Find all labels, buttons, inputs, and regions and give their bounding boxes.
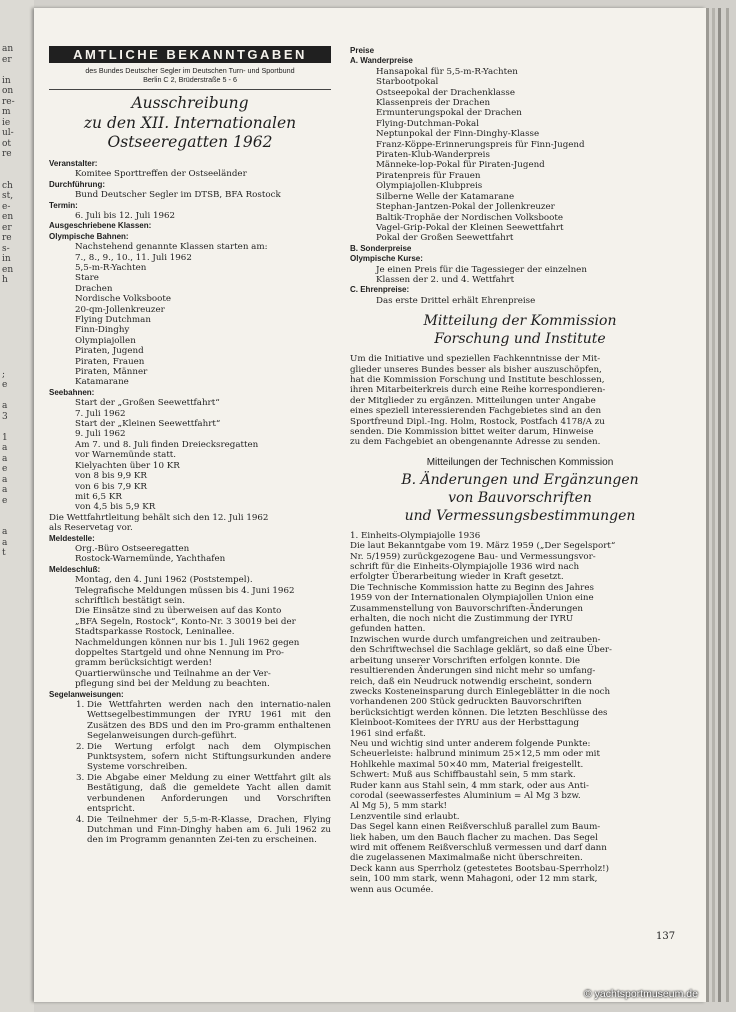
text-line: Franz-Köppe-Erinnerungspreis für Finn-Jugend [376,139,585,150]
list-item: 2. Die Wertung erfolgt nach dem Olympischen Punktsystem, sofern nicht Stiftungsurkunden andere Systeme vorschreiben. [87,742,331,773]
meldestelle-label: Meldestelle: [49,533,95,543]
list-item: 3. Die Abgabe einer Meldung zu einer Wettfahrt gilt als Bestätigung, daß die gemeldete Yacht allen damit verbundenen Anforderungen und Vorschriften entspricht. [87,773,331,815]
seebahnen-list [49,398,331,512]
text-line: ihren Mitarbeiterkreis durch eine Reihe korrespondieren- [350,385,606,396]
text-line: Hohlkehle maximal 50×40 mm, Material freigestellt. [350,759,584,770]
banner-amtliche-bekanntgaben: AMTLICHE BEKANNTGABEN [49,46,331,63]
wanderpreise-label: A. Wanderpreise [350,56,413,66]
text-line: Piraten, Männer [75,367,148,378]
text-line: Hansapokal für 5,5-m-R-Yachten [376,66,518,77]
text-line: von 8 bis 9,9 KR [75,471,147,482]
text-line: die zugelassenen Maximalmaße nicht überschreiten. [350,853,583,864]
reservetag-note [49,513,331,534]
text-line: von 4,5 bis 5,9 KR [75,502,156,513]
text-line: Quartierwünsche und Teilnahme an der Ver- [75,668,271,679]
text-line: Olympiajollen-Klubpreis [376,181,483,192]
text-line: Starbootpokal [376,77,439,88]
text-line: Org.-Büro Ostseeregatten [75,543,190,554]
veranstalter-label: Veranstalter: [49,158,98,168]
veranstalter-text: Komitee Sporttreffen der Ostseeländer [75,169,247,180]
text-line: Die Einsätze sind zu überweisen auf das Konto [75,606,282,617]
previous-page-fragment: st, [2,191,14,201]
previous-page-fragment: a [2,485,8,495]
left-column [49,46,331,846]
text-line: 1959 von der Internationalen Olympiajollen Union eine [350,593,594,604]
text-line: Stephan-Jantzen-Pokal der Jollenkreuzer [376,202,555,213]
text-line: sein, 100 mm stark, wenn Mahagoni, oder 12 mm stark, [350,874,598,885]
previous-page-fragment: an [2,44,14,54]
durchfuehrung-label: Durchführung: [49,179,105,189]
page-edge-shadow [706,8,709,1002]
text-line: Ermunterungspokal der Drachen [376,108,522,119]
ehrenpreise-text: Das erste Drittel erhält Ehrenpreise [376,295,536,306]
header-rule [49,89,331,90]
text-line: Ostseepokal der Drachenklasse [376,87,515,98]
text-line: Kleinboot-Komitees der IYRU aus der Herbsttagung [350,718,580,729]
text-line: zu dem Fachgebiet an obengenannte Adresse zu senden. [350,437,601,448]
previous-page-fragment: a [2,443,8,453]
text-line: wird mit offenem Reißverschluß vermessen und darf dann [350,843,607,853]
list-item: 4. Die Teilnehmer der 5,5-m-R-Klasse, Drachen, Flying Dutchman und Finn-Dinghy haben am 6. Juli 1962 zu den im Programm genannten Zei-ten zu erscheinen. [87,815,331,846]
text-line: Deck kann aus Sperrholz (getestetes Bootsbau-Sperrholz!) [350,863,610,874]
text-line: mit 6,5 KR [75,491,122,502]
text-line: Inzwischen wurde durch umfangreichen und zeitrauben- [350,634,601,645]
klassen-label: Ausgeschriebene Klassen: [49,221,152,231]
text-line: Stare [75,273,99,284]
meldeschluss-list [49,575,331,689]
text-line: glieder unseres Bundes besser als bisher auszuschöpfen, [350,364,602,375]
text-line: Stadtsparkasse Rostock, Leninallee. [75,627,235,638]
text-line: Schwert: Muß aus Schiffbaustahl sein, 5 mm stark. [350,770,576,781]
durchfuehrung-text: Bund Deutscher Segler im DTSB, BFA Rostock [75,190,281,201]
text-line: Drachen [75,283,113,294]
text-line: gramm berücksichtigt werden! [75,658,213,669]
text-line: Neu und wichtig sind unter anderem folgende Punkte: [350,738,591,749]
previous-page-fragment: ul- [2,128,14,138]
technische-text [350,541,690,895]
text-line: 5,5-m-R-Yachten [75,262,147,273]
text-line: Am 7. und 8. Juli finden Dreiecksregatten [75,439,259,450]
text-line: von 6 bis 7,9 KR [75,481,147,492]
previous-page-fragment: e [2,464,8,474]
text-line: gefunden hatten. [350,624,426,635]
sonderpreise-list [350,265,690,286]
previous-page-fragment: 1 [2,432,8,443]
text-line: 9. Juli 1962 [75,429,126,440]
text-line: Start der „Großen Seewettfahrt“ [75,398,220,409]
olympiajolle-subheading: 1. Einheits-Olympiajolle 1936 [350,530,481,541]
text-line: Das Segel kann einen Reißverschluß parallel zum Baum- [350,822,601,833]
list-item: 1. Die Wettfahrten werden nach den internatio-nalen Wettsegelbestimmungen der IYRU 1961 mit den Zusätzen des BDS und den im Pro-gramm enthaltenen Segelanweisungen durch-geführt. [87,700,331,742]
text-line: den Schriftwechsel die Sachlage geklärt, so daß eine Über- [350,645,612,656]
previous-page-fragment: ie [2,117,11,128]
text-line: Nachmeldungen können nur bis 1. Juli 1962 gegen [75,637,300,648]
olympische-kurse-label: Olympische Kurse: [350,254,423,264]
text-line: senden. Die Kommission bittet weiter darum, Hinweise [350,427,594,437]
meldestelle-list [49,544,331,565]
termin-text: 6. Juli bis 12. Juli 1962 [75,210,176,221]
previous-page-fragment: er [2,222,12,233]
text-line: 20-qm-Jollenkreuzer [75,304,165,315]
text-line: liek haben, um den Bauch flacher zu machen. Das Segel [350,832,598,843]
text-line: Olympiajollen [75,335,136,346]
text-line: Zusammenstellung von Bauvorschriften-Änderungen [350,603,584,614]
text-line: Neptunpokal der Finn-Dinghy-Klasse [376,129,540,140]
previous-page-fragment: in [2,75,11,86]
text-line: berücksichtigt werden können. Die letzten Beschlüsse des [350,707,608,718]
olympische-bahnen-list [49,242,331,388]
text-line: vorhandenen 200 Stück gedruckten Bauvorschriften [350,697,582,708]
publisher-address: Berlin C 2, Brüderstraße 5 - 6 [143,75,237,85]
previous-page-fragment: a [2,453,8,464]
ehrenpreise-label: C. Ehrenpreise: [350,285,410,295]
previous-page-fragment: on [2,86,14,96]
text-line: Rostock-Warnemünde, Yachthafen [75,554,226,565]
text-line: Klassen der 2. und 4. Wettfahrt [376,274,515,285]
text-line: Je einen Preis für die Tagessieger der einzelnen [376,264,587,275]
text-line: hat die Kommission Forschung und Institute beschlossen, [350,374,605,385]
text-line: Piratenpreis für Frauen [376,170,481,181]
previous-page-fragment: m [2,107,11,117]
termin-label: Termin: [49,200,78,210]
text-line: Piraten, Frauen [75,356,145,367]
text-line: Baltik-Trophäe der Nordischen Volksboote [376,212,563,223]
text-line: Piraten-Klub-Wanderpreis [376,150,490,161]
text-line: der Mitglieder zu ergänzen. Mitteilungen unter Angabe [350,395,596,406]
text-line: schrift für die Einheits-Olympiajolle 1936 wird nach [350,562,580,573]
page-edge-shadow [712,8,715,1002]
previous-page-fragment: re [2,233,12,243]
text-line: Kielyachten über 10 KR [75,460,180,471]
text-line: Lenzventile sind erlaubt. [350,811,460,822]
previous-page-fragment: re [2,149,12,159]
text-line: erfolgter Überarbeitung wieder in Kraft gesetzt. [350,572,564,583]
right-column [350,46,690,895]
kommission-title: Mitteilung der Kommission Forschung und Institute [423,313,617,348]
text-line: Flying Dutchman [75,315,151,325]
text-line: 7. Juli 1962 [75,408,126,419]
segelanweisungen-label: Segelanweisungen: [49,689,124,699]
previous-page-edge [0,0,34,1012]
kommission-text [350,354,690,448]
technische-kommission-heading: Mitteilungen der Technischen Kommission [426,456,614,468]
previous-page-fragment: re- [2,96,15,107]
text-line: Start der „Kleinen Seewettfahrt“ [75,419,221,430]
text-line: Nr. 5/1959) zurückgezogene Bau- und Vermessungsvor- [350,551,596,562]
previous-page-fragment: ; [2,369,6,380]
meldeschluss-label: Meldeschluß: [49,564,101,574]
text-line: 7., 8., 9., 10., 11. Juli 1962 [75,252,192,263]
text-line: vor Warnemünde statt. [75,450,177,461]
preise-label: Preise [350,46,375,55]
text-line: Finn-Dinghy [75,325,130,336]
text-line: Um die Initiative und speziellen Fachkenntnisse der Mit- [350,354,601,365]
previous-page-fragment: h [2,275,8,285]
text-line: Katamarane [75,377,129,388]
previous-page-fragment: s- [2,243,10,254]
previous-page-fragment: t [2,548,6,558]
publisher-line: des Bundes Deutscher Segler im Deutschen Turn- und Sportbund [85,66,295,76]
text-line: zwecks Kosteneinsparung durch Einlegeblätter in die noch [350,686,611,697]
text-line: Die laut Bekanntgabe vom 19. März 1959 („Der Segelsport“ [350,541,616,552]
text-line: Silberne Welle der Katamarane [376,191,515,202]
text-line: eines speziell interessierenden Fachgebietes sind an den [350,406,602,417]
segelanweisungen-list [49,700,331,846]
text-line: Nachstehend genannte Klassen starten am: [75,242,268,253]
text-line: arbeitung unserer Vorschriften erfolgen konnte. Die [350,655,581,666]
watermark: © yachtsportmuseum.de [584,988,698,1000]
text-line: als Reservetag vor. [49,523,133,534]
text-line: Montag, den 4. Juni 1962 (Poststempel). [75,575,253,586]
text-line: Die Wettfahrtleitung behält sich den 12. Juli 1962 [49,512,269,523]
text-line: Al Mg 5), 5 mm stark! [350,801,448,812]
text-line: Ruder kann aus Stahl sein, 4 mm stark, oder aus Anti- [350,780,589,791]
document-page [34,8,706,1002]
previous-page-fragment: en [2,264,14,275]
page-edge-shadow [726,8,729,1002]
previous-page-fragment: e [2,495,8,506]
previous-page-fragment: in [2,254,11,264]
text-line: 1961 sind erfaßt. [350,728,426,739]
page-edge-shadow [718,8,721,1002]
text-line: Pokal der Großen Seewettfahrt [376,233,514,244]
text-line: Flying-Dutchman-Pokal [376,118,479,129]
aenderungen-title: B. Änderungen und Ergänzungen von Bauvorschriften und Vermessungsbestimmungen [401,471,639,524]
text-line: Piraten, Jugend [75,346,144,357]
previous-page-fragment: er [2,54,12,65]
text-line: Männeke-lop-Pokal für Piraten-Jugend [376,160,545,171]
text-line: corodal (seewasserfestes Aluminium = Al Mg 3 bzw. [350,790,581,801]
text-line: Scheuerleiste: halbrund minimum 25×12,5 mm oder mit [350,749,600,760]
text-line: schriftlich bestätigt sein. [75,595,185,606]
previous-page-fragment: a [2,527,8,537]
previous-page-fragment: a [2,474,8,485]
text-line: erhalten, die noch nicht die Zustimmung der IYRU [350,614,574,625]
previous-page-fragment: e- [2,201,11,212]
previous-page-fragment: a [2,537,8,548]
previous-page-fragment: e [2,380,8,390]
previous-page-fragment: ot [2,138,12,149]
ausschreibung-title: Ausschreibung zu den XII. Internationalen Ostseeregatten 1962 [83,94,297,152]
text-line: reich, daß ein Neudruck notwendig erscheint, sondern [350,676,592,687]
text-line: Telegrafische Meldungen müssen bis 4. Juni 1962 [75,585,295,596]
previous-page-fragment: 3 [2,411,8,422]
seebahnen-label: Seebahnen: [49,387,95,397]
text-line: Nordische Volksboote [75,294,172,305]
page-number: 137 [656,931,676,942]
text-line: Klassenpreis der Drachen [376,98,491,109]
text-line: Sportfreund Dipl.-Ing. Holm, Rostock, Postfach 4178/A zu [350,416,605,427]
text-line: Die Technische Kommission hatte zu Beginn des Jahres [350,582,594,593]
sonderpreise-label: B. Sonderpreise [350,243,412,253]
text-line: resultierenden Änderungen sind nicht mehr so umfang- [350,666,596,677]
wanderpreise-list [350,67,690,244]
text-line: doppeltes Startgeld und ohne Nennung im Pro- [75,648,284,658]
previous-page-fragment: a [2,401,8,411]
olympische-bahnen-label: Olympische Bahnen: [49,231,129,241]
previous-page-fragment: en [2,212,14,222]
text-line: wenn aus Ocumée. [350,884,434,895]
previous-page-fragment: ch [2,180,13,191]
text-line: Vagel-Grip-Pokal der Kleinen Seewettfahrt [376,222,564,233]
text-line: pflegung sind bei der Meldung zu beachten. [75,679,270,690]
text-line: „BFA Segeln, Rostock“, Konto-Nr. 3 30019 bei der [75,616,296,627]
